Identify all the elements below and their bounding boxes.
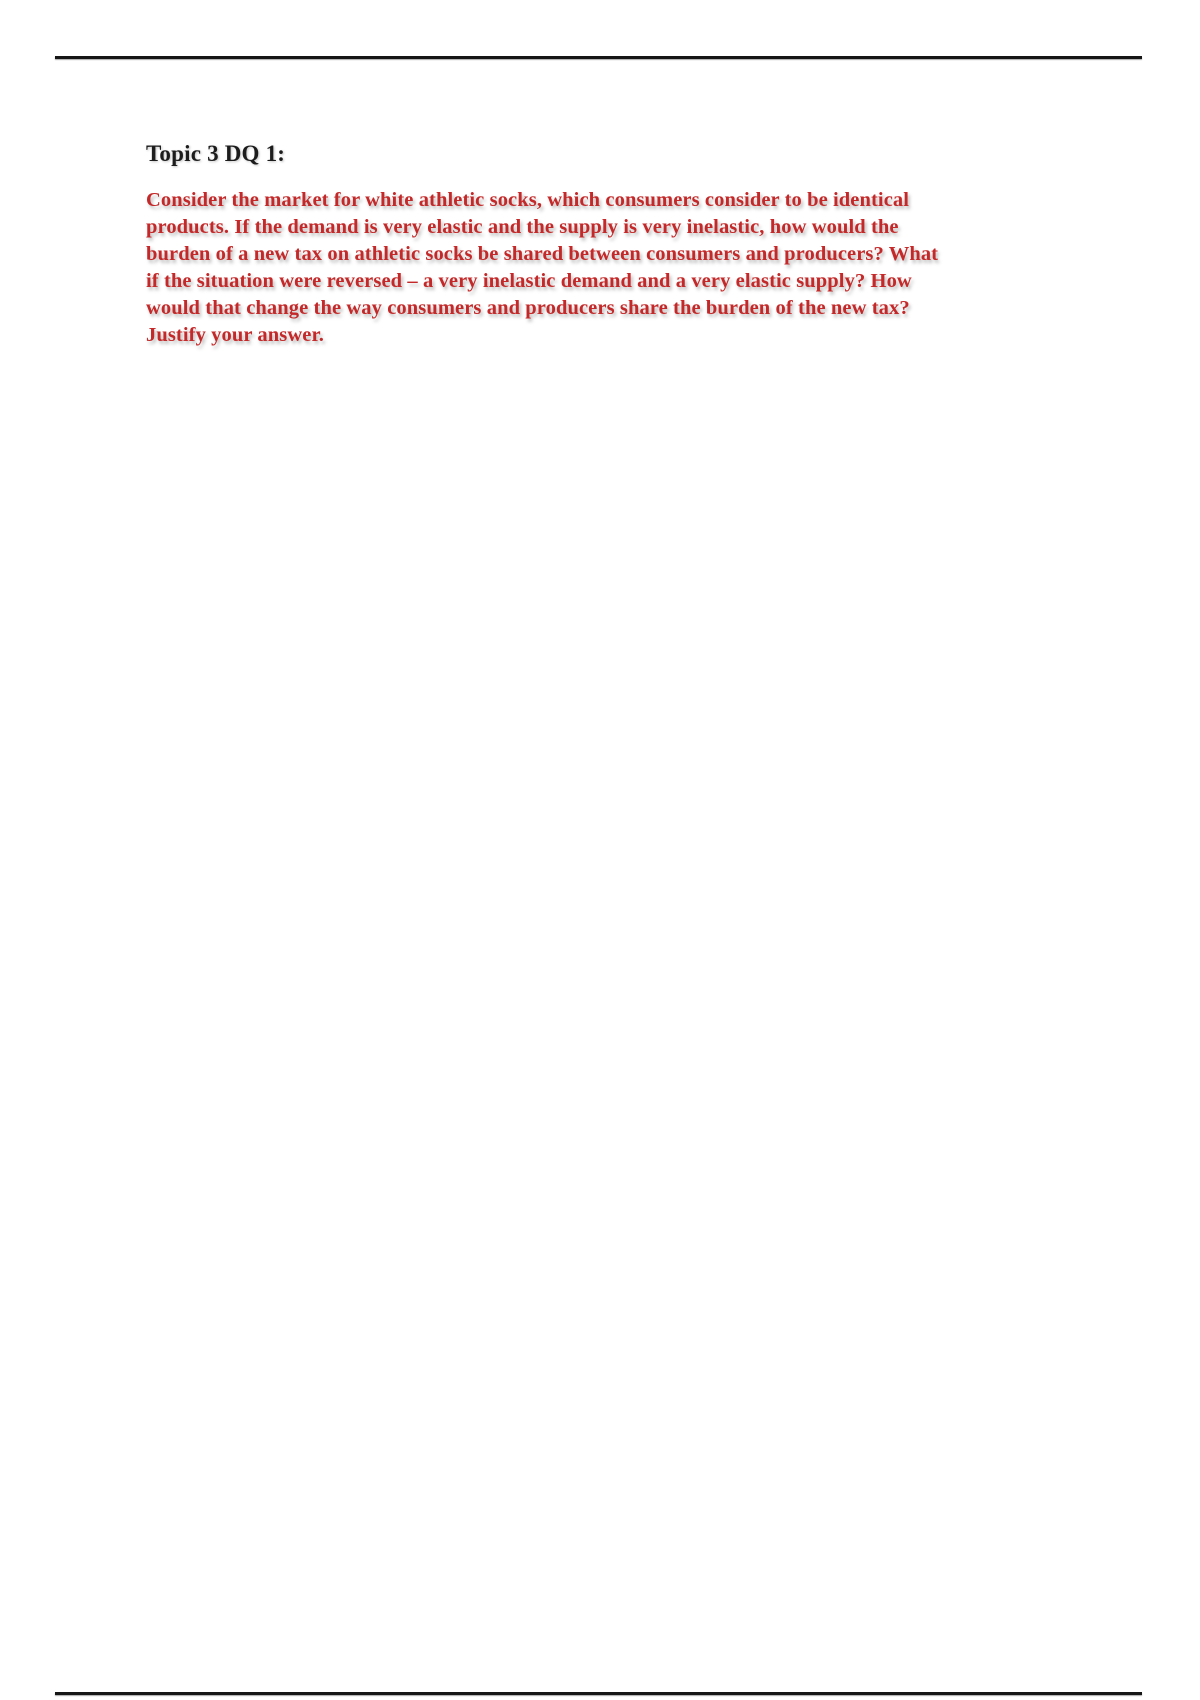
document-content [146,140,1086,349]
page-title: Topic 3 DQ 1: [146,141,286,166]
paragraph-line: Consider the market for white athletic socks, which consumers consider to be identical [146,189,910,211]
bottom-rule [55,1692,1142,1695]
paragraph-line: if the situation were reversed – a very inelastic demand and a very elastic supply? How [146,270,912,292]
paragraph-line: would that change the way consumers and producers share the burden of the new tax? [146,297,910,319]
paragraph-line: Justify your answer. [146,324,324,346]
top-rule [55,56,1142,59]
paragraph-line: products. If the demand is very elastic and the supply is very inelastic, how would the [146,216,899,238]
question-paragraph [146,187,1086,349]
paragraph-line: burden of a new tax on athletic socks be shared between consumers and producers? What [146,243,939,265]
